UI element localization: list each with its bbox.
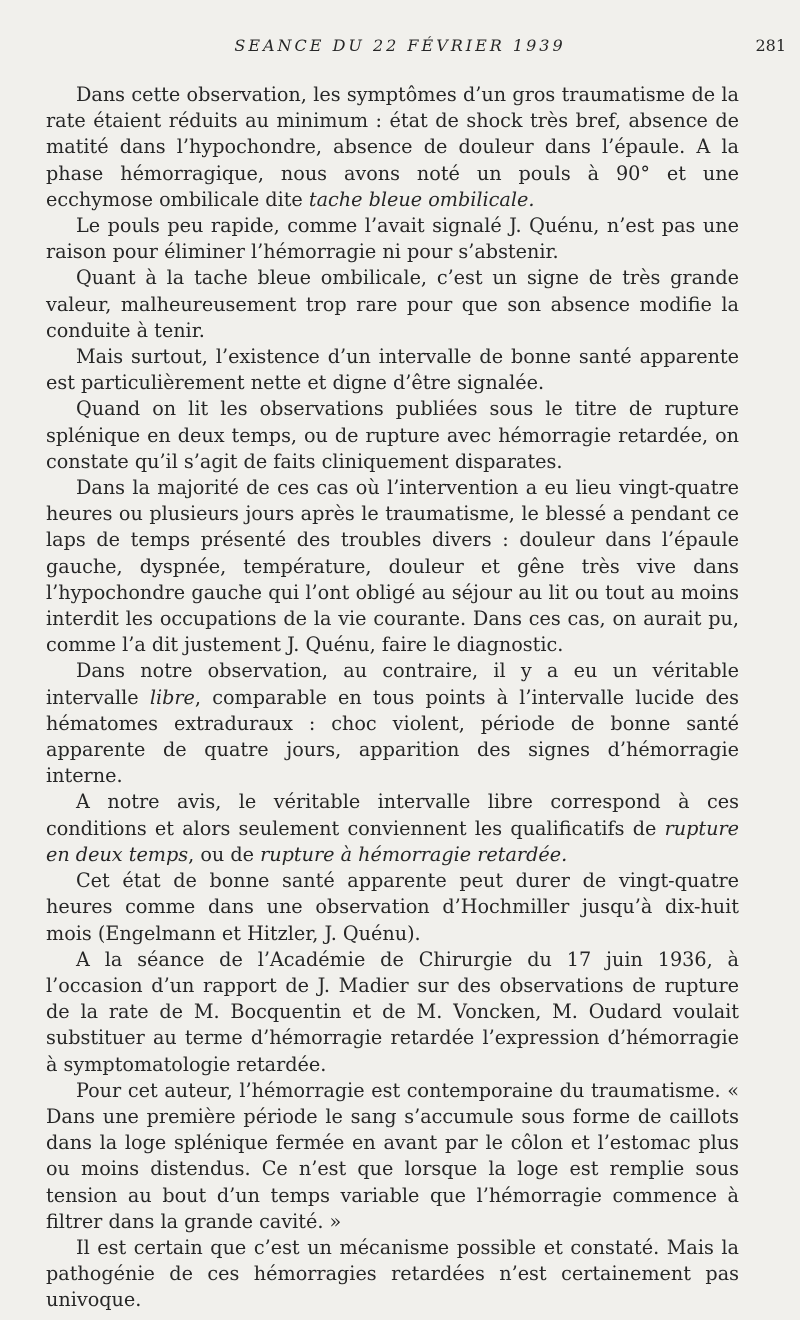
paragraph xyxy=(46,475,739,658)
text-run: , ou de xyxy=(188,842,261,866)
italic-text: rupture en deux temps xyxy=(46,816,739,866)
text-run: Mais surtout, l’existence d’un intervalle de bonne santé apparente est particulièrement nette et digne d’être signalée. xyxy=(46,345,739,395)
page-number: 281 xyxy=(755,36,786,55)
text-run: Dans la majorité de ces cas où l’intervention a eu lieu vingt-quatre heures ou plusieurs jours après le traumatisme, le blessé a pendant ce laps de temps présenté des troubles divers : douleur dans l’épaule gauche, dyspnée, température, douleur et gêne très vive dans l’hypochondre gauche qui l’ont obligé au séjour au lit ou tout au moins interdit les occupations de la vie courante. Dans ces cas, on aurait pu, comme l’a dit justement J. Quénu, faire le diagnostic. xyxy=(46,476,739,657)
italic-text: libre xyxy=(149,685,195,709)
text-run: , comparable en tous points à l’intervalle lucide des hématomes extraduraux : choc violent, période de bonne santé apparente de quatre jours, apparition des signes d’hémorragie interne. xyxy=(46,685,739,788)
text-run: Dans notre observation, au contraire, il y a eu un véritable intervalle xyxy=(46,659,739,709)
page-header xyxy=(0,34,800,60)
body-text xyxy=(46,82,739,1314)
paragraph xyxy=(46,213,739,265)
paragraph xyxy=(46,868,739,947)
text-run: Quand on lit les observations publiées sous le titre de rupture splénique en deux temps, ou de rupture avec hémorragie retardée, on constate qu’il s’agit de faits cliniquement disparates. xyxy=(46,397,739,473)
paragraph xyxy=(46,265,739,344)
paragraph xyxy=(46,1235,739,1314)
italic-text: rupture à hémorragie retardée. xyxy=(260,842,568,866)
text-run: A notre avis, le véritable intervalle libre correspond à ces conditions et alors seulement conviennent les qualificatifs de xyxy=(46,790,739,840)
text-run: Pour cet auteur, l’hémorragie est contemporaine du traumatisme. « Dans une première période le sang s’accumule sous forme de caillots dans la loge splénique fermée en avant par le côlon et l’estomac plus ou moins distendus. Ce n’est que lorsque la loge est remplie sous tension au bout d’un temps variable que l’hémorragie commence à filtrer dans la grande cavité. » xyxy=(46,1078,739,1233)
text-run: Le pouls peu rapide, comme l’avait signalé J. Quénu, n’est pas une raison pour éliminer l’hémorragie ni pour s’abstenir. xyxy=(46,214,739,264)
italic-text: tache bleue ombilicale. xyxy=(308,187,535,211)
text-run: A la séance de l’Académie de Chirurgie du 17 juin 1936, à l’occasion d’un rapport de J. Madier sur des observations de rupture de la rate de M. Bocquentin et de M. Voncken, M. Oudard voulait substituer au terme d’hémorragie retardée l’expression d’hémorragie à symptomatologie retardée. xyxy=(46,947,739,1076)
paragraph xyxy=(46,789,739,868)
text-run: Il est certain que c’est un mécanisme possible et constaté. Mais la pathogénie de ces hémorragies retardées n’est certainement pas univoque. xyxy=(46,1235,739,1312)
text-run: Quant à la tache bleue ombilicale, c’est un signe de très grande valeur, malheureusement trop rare pour que son absence modifie la conduite à tenir. xyxy=(46,266,739,342)
paragraph xyxy=(46,947,739,1078)
paragraph xyxy=(46,1078,739,1235)
running-title: SEANCE DU 22 FÉVRIER 1939 xyxy=(234,36,566,55)
text-run: Dans cette observation, les symptômes d’un gros traumatisme de la rate étaient réduits au minimum : état de shock très bref, absence de matité dans l’hypochondre, absence de douleur dans l’épaule. A la phase hémorragique, nous avons noté un pouls à 90° et une ecchymose ombilicale dite xyxy=(46,83,739,211)
text-run: Cet état de bonne santé apparente peut durer de vingt-quatre heures comme dans une observation d’Hochmiller jusqu’à dix-huit mois (Engelmann et Hitzler, J. Quénu). xyxy=(46,869,739,945)
paragraph xyxy=(46,82,739,213)
paragraph xyxy=(46,396,739,475)
paragraph xyxy=(46,658,739,789)
paragraph xyxy=(46,344,739,396)
